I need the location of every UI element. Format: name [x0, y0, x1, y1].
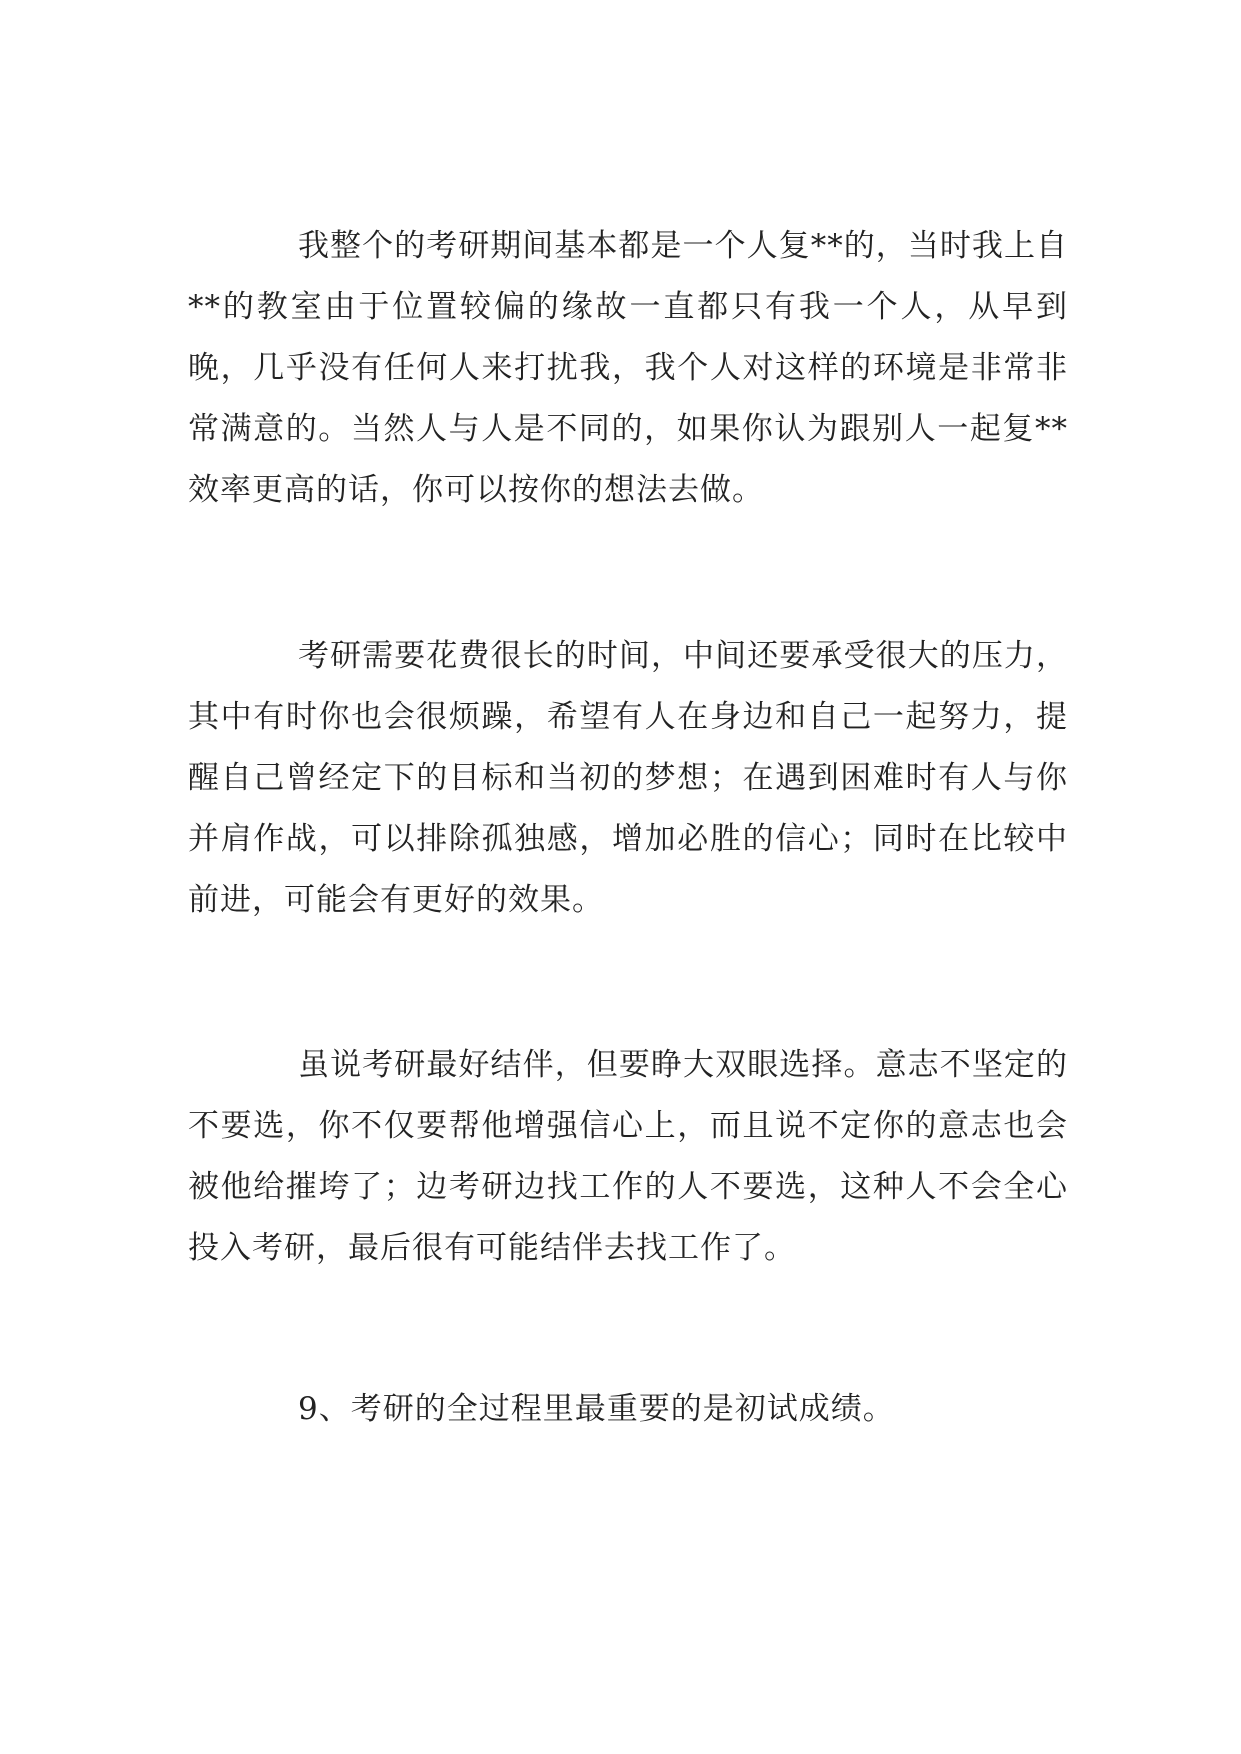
- paragraph-1: 我整个的考研期间基本都是一个人复**的，当时我上自**的教室由于位置较偏的缘故一直都只有我一个人，从早到晚，几乎没有任何人来打扰我，我个人对这样的环境是非常非常满意的。当然人与人是不同的，如果你认为跟别人一起复**效率更高的话，你可以按你的想法去做。: [188, 228, 1068, 508]
- paragraph-4: 9、考研的全过程里最重要的是初试成绩。: [298, 1391, 895, 1427]
- paragraph-2: 考研需要花费很长的时间，中间还要承受很大的压力，其中有时你也会很烦躁，希望有人在身边和自己一起努力，提醒自己曾经定下的目标和当初的梦想；在遇到困难时有人与你并肩作战，可以排除孤独感，增加必胜的信心；同时在比较中前进，可能会有更好的效果。: [188, 638, 1068, 918]
- paragraph-3: 虽说考研最好结伴，但要睁大双眼选择。意志不坚定的不要选，你不仅要帮他增强信心上，而且说不定你的意志也会被他给摧垮了；边考研边找工作的人不要选，这种人不会全心投入考研，最后很有可能结伴去找工作了。: [188, 1047, 1068, 1266]
